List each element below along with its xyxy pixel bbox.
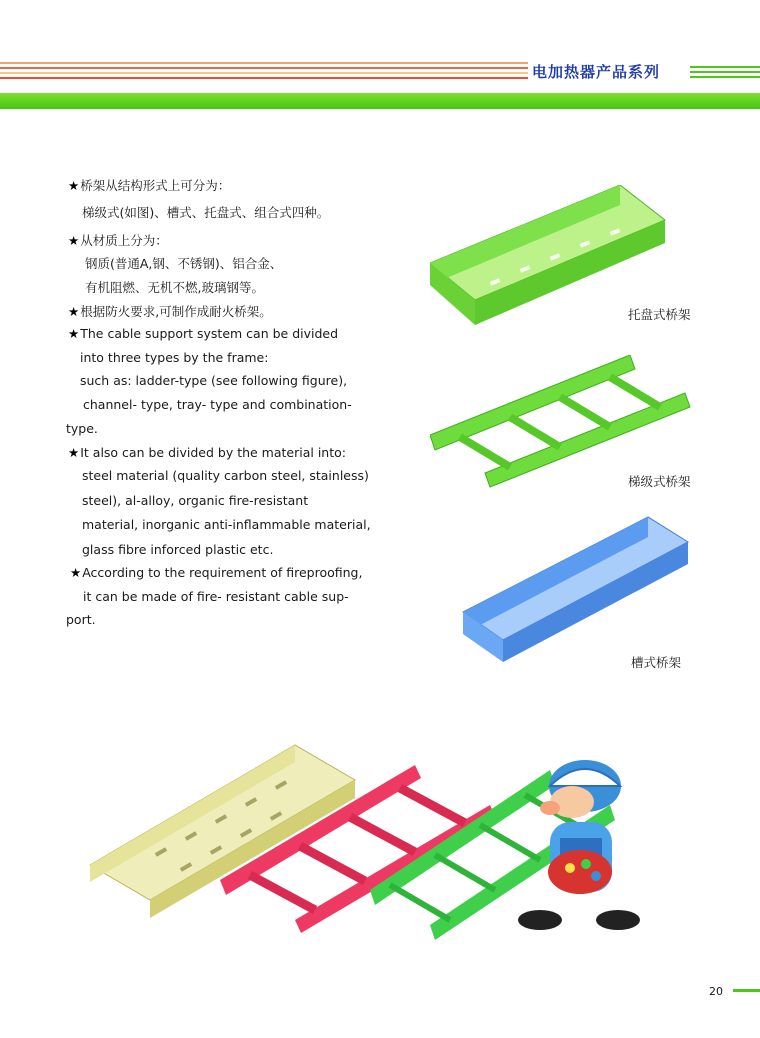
tray-caption: 托盘式桥架 [628,307,691,322]
star-icon: ★ [68,304,80,319]
text-line-content: 桥架从结构形式上可分为： [80,178,231,193]
text-line [82,517,371,533]
star-icon: ★ [68,178,80,193]
header-stripe [0,77,528,79]
text-line [68,233,168,249]
text-line-content: material, inorganic anti-inflammable material, [82,517,371,532]
header-stripe-right [690,71,760,73]
text-line [66,421,98,437]
series-title: 电加热器产品系列 [532,63,661,81]
text-line-content: 梯级式(如图)、槽式、托盘式、组合式四种。 [82,205,330,220]
text-line-content: channel- type, tray- type and combination- [83,397,352,412]
text-line-content: steel material (quality carbon steel, stainless) [82,468,369,483]
text-line-content: glass fibre inforced plastic etc. [82,542,274,557]
text-line-content: into three types by the frame: [80,350,269,365]
ladder-caption: 梯级式桥架 [628,474,691,489]
text-line-content: 从材质上分为： [80,233,168,248]
text-line [83,397,352,413]
text-line [85,256,282,272]
star-icon: ★ [68,233,80,248]
text-line-content: such as: ladder-type (see following figure), [80,373,348,388]
header-stripe [0,72,528,74]
text-line [68,445,346,461]
text-line [83,589,349,605]
page-number: 20 [709,985,723,998]
page-number-underline [733,989,760,992]
text-line [82,205,329,221]
text-line [85,280,264,296]
star-icon: ★ [68,445,80,460]
header-stripe [0,67,528,69]
text-line-content: it can be made of fire- resistant cable sup- [83,589,349,604]
text-line-content: type. [66,421,98,436]
text-line [82,468,369,484]
green-band [0,93,760,109]
star-icon: ★ [70,565,82,580]
worker-mascot-icon [510,752,650,934]
star-icon: ★ [68,326,80,341]
text-line-content: port. [66,612,96,627]
text-line-content: 有机阻燃、无机不燃,玻璃钢等。 [85,280,264,295]
header-stripe-right [690,66,760,68]
text-line [68,304,272,320]
text-line [68,178,230,194]
text-line [82,542,273,558]
text-line [66,612,96,628]
channel-cable-support-image [458,512,698,662]
text-line-content: 钢质(普通A,钢、不锈钢)、铝合金、 [85,256,283,271]
text-line-content: 根据防火要求,可制作成耐火桥架。 [80,304,272,319]
text-line-content: It also can be divided by the material into: [80,445,346,460]
text-line-content: The cable support system can be divided [80,326,339,341]
text-line-content: According to the requirement of fireproofing, [82,565,363,580]
channel-caption: 槽式桥架 [631,655,682,670]
text-line [70,565,362,581]
text-line [80,373,347,389]
text-line [80,350,268,366]
header-stripe [0,62,528,64]
text-line-content: steel), al-alloy, organic fire-resistant [82,493,309,508]
text-line [68,326,338,342]
header-stripe-right [690,76,760,78]
text-line [82,493,308,509]
